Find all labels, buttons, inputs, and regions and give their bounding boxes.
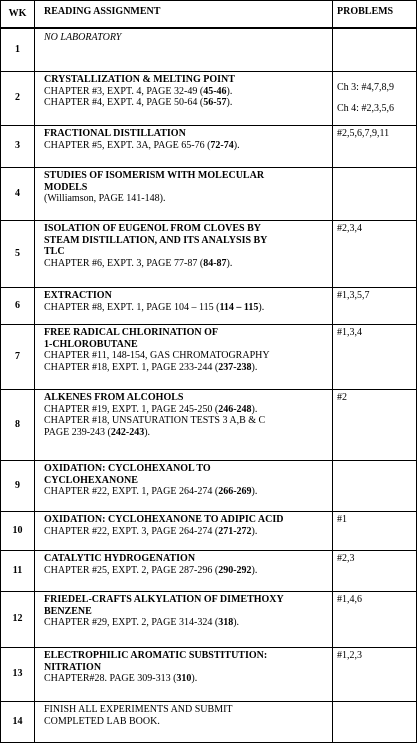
problems-cell [333,460,416,511]
assignment-cell [35,71,333,125]
reference-text: CHAPTER #18, EXPT. 1, PAGE 233-244 ( [44,361,219,373]
reference-text: CHAPTER #8, EXPT. 1, PAGE 104 – 115 ( [44,301,220,313]
reference-text: CHAPTER #3, EXPT. 4, PAGE 32-49 ( [44,85,204,97]
problem-set: #2 [337,392,347,403]
problems-cell [333,591,416,647]
week-number: 10 [1,511,35,550]
reference-end: ). [258,301,265,313]
assignment-reference [44,415,328,427]
reference-text: CHAPTER #5, EXPT. 3A, PAGE 65-76 ( [44,139,211,151]
week-number: 3 [1,125,35,167]
reference-text: CHAPTER #6, EXPT. 3, PAGE 77-87 ( [44,257,204,269]
problem-set: Ch 4: #2,3,5,6 [337,103,394,114]
problem-set: #1,3,4 [337,327,362,338]
assignment-cell [35,647,333,701]
reference-end: ). [226,97,233,108]
assignment-cell [35,460,333,511]
reference-end: ). [233,139,240,151]
table-row [1,71,416,126]
reference-text: CHAPTER #18, UNSATURATION TESTS 3 A,B & C [44,415,266,426]
week-number: 7 [1,324,35,389]
assignment-title: STEAM DISTILLATION, AND ITS ANALYSIS BY [44,234,268,246]
reference-pages: 45-46 [203,85,227,97]
assignment-title: ELECTROPHILIC AROMATIC SUBSTITUTION: [44,650,268,661]
reference-pages: 56-57 [203,97,227,108]
reference-text: CHAPTER #11, 148-154, GAS CHROMATOGRAPHY [44,350,270,361]
problems-cell [333,324,416,389]
assignment-title: CATALYTIC HYDROGENATION [44,553,196,564]
assignment-title: CYCLOHEXANONE [44,474,138,486]
problems-cell [333,220,416,287]
assignment-reference [44,258,328,270]
reference-text: PAGE 239-243 ( [44,426,111,438]
week-number: 5 [1,220,35,287]
reference-end: ). [226,257,233,269]
week-number: 11 [1,550,35,591]
reference-end: ). [251,486,258,497]
table-row [1,701,416,742]
assignment-title: TLC [44,246,65,257]
problem-set: #1 [337,514,347,525]
week-number: 14 [1,701,35,742]
reference-text: CHAPTER #22, EXPT. 1, PAGE 264-274 ( [44,486,219,497]
header-wk: WK [1,1,35,27]
reference-end: ). [233,617,240,628]
assignment-title: FRIEDEL-CRAFTS ALKYLATION OF DIMETHOXY [44,594,284,605]
week-number: 12 [1,591,35,647]
reference-pages: 237-238 [218,361,252,373]
reference-pages: 290-292 [218,564,252,576]
table-row [1,389,416,461]
assignment-reference [44,362,328,374]
reference-end: ). [251,361,258,373]
reference-pages: 310 [176,673,192,684]
problem-set: #1,4,6 [337,594,362,605]
assignment-reference [44,193,328,205]
assignment-cell [35,389,333,460]
assignment-cell [35,220,333,287]
assignment-cell [35,29,333,71]
reference-text: CHAPTER #29, EXPT. 2, PAGE 314-324 ( [44,617,219,628]
table-header-row [1,1,416,29]
problems-cell [333,125,416,167]
assignment-reference [44,704,328,716]
assignment-title: EXTRACTION [44,290,112,301]
assignment-title: 1-CHLOROBUTANE [44,338,138,350]
table-row [1,220,416,288]
problems-cell [333,550,416,591]
assignment-cell [35,167,333,220]
reference-text: CHAPTER#28. PAGE 309-313 ( [44,673,177,684]
reference-pages: 266-269 [218,486,252,497]
header-reading-assignment: READING ASSIGNMENT [35,1,333,27]
assignment-title: NITRATION [44,661,102,673]
reference-end: ). [191,673,198,684]
assignment-reference [44,716,328,728]
assignment-title: FREE RADICAL CHLORINATION OF [44,327,218,338]
assignment-reference [44,673,328,685]
table-row [1,324,416,390]
reference-text: (Williamson, PAGE 141-148). [44,193,166,204]
problem-set: #2,3 [337,553,355,564]
assignment-title: MODELS [44,181,88,193]
problem-set: #1,3,5,7 [337,290,370,301]
problems-cell [333,389,416,460]
week-number: 13 [1,647,35,701]
reference-pages: 114 – 115 [219,301,259,313]
reference-pages: 72-74 [210,139,234,151]
reference-text: COMPLETED LAB BOOK. [44,715,160,727]
problems-cell [333,71,416,125]
problem-set: #1,2,3 [337,650,362,661]
assignment-title: CRYSTALLIZATION & MELTING POINT [44,74,235,85]
assignment-cell [35,550,333,591]
problem-set: #2,3,4 [337,223,362,234]
reference-pages: 242-243 [110,426,145,438]
reference-end: ). [144,426,151,438]
table-row [1,460,416,512]
reference-pages: 271-272 [218,525,252,537]
problems-cell [333,511,416,550]
assignment-reference [44,565,328,577]
assignment-title: STUDIES OF ISOMERISM WITH MOLECULAR [44,170,265,181]
assignment-cell [35,287,333,324]
assignment-reference [44,486,328,498]
assignment-reference [44,97,328,109]
table-row [1,125,416,168]
assignment-title: OXIDATION: CYCLOHEXANONE TO ADIPIC ACID [44,514,284,525]
assignment-cell [35,324,333,389]
week-number: 1 [1,29,35,71]
assignment-cell [35,701,333,742]
assignment-note: NO LABORATORY [44,32,122,43]
reference-text: CHAPTER #22, EXPT. 3, PAGE 264-274 ( [44,525,219,537]
reference-text: CHAPTER #19, EXPT. 1, PAGE 245-250 ( [44,403,219,415]
problems-cell [333,647,416,701]
reference-end: ). [226,85,233,97]
assignment-title: ISOLATION OF EUGENOL FROM CLOVES BY [44,223,261,234]
assignment-cell [35,511,333,550]
assignment-reference [44,140,328,152]
table-row [1,591,416,648]
assignment-reference [44,617,328,629]
problems-cell [333,287,416,324]
reference-pages: 246-248 [218,403,252,415]
week-number: 6 [1,287,35,324]
assignment-title: OXIDATION: CYCLOHEXANOL TO [44,463,211,474]
problems-cell [333,29,416,71]
table-row [1,29,416,72]
reference-text: FINISH ALL EXPERIMENTS AND SUBMIT [44,704,233,715]
reference-pages: 84-87 [203,257,227,269]
assignment-reference [44,350,328,362]
table-row [1,647,416,702]
week-number: 9 [1,460,35,511]
week-number: 4 [1,167,35,220]
table-row [1,167,416,221]
problems-cell [333,701,416,742]
reference-pages: 318 [218,617,234,628]
reference-end: ). [251,564,258,576]
problem-set: Ch 3: #4,7,8,9 [337,81,394,93]
problem-set: #2,5,6,7,9,11 [337,128,390,139]
assignment-title: FRACTIONAL DISTILLATION [44,128,186,139]
assignment-cell [35,591,333,647]
week-number: 8 [1,389,35,460]
reference-end: ). [251,525,258,537]
reference-text: CHAPTER #25, EXPT. 2, PAGE 287-296 ( [44,564,219,576]
table-row [1,287,416,325]
assignment-reference [44,404,328,416]
assignment-cell [35,125,333,167]
assignment-reference [44,526,328,538]
assignment-reference [44,427,328,439]
header-problems: PROBLEMS [337,6,394,17]
week-number: 2 [1,71,35,125]
assignment-title: ALKENES FROM ALCOHOLS [44,392,184,403]
table-row [1,511,416,551]
assignment-reference [44,86,328,98]
assignment-title: BENZENE [44,605,92,617]
reference-end: ). [251,403,258,415]
reference-text: CHAPTER #4, EXPT. 4, PAGE 50-64 ( [44,97,204,108]
problems-cell [333,167,416,220]
assignment-reference [44,302,328,314]
table-row [1,550,416,592]
